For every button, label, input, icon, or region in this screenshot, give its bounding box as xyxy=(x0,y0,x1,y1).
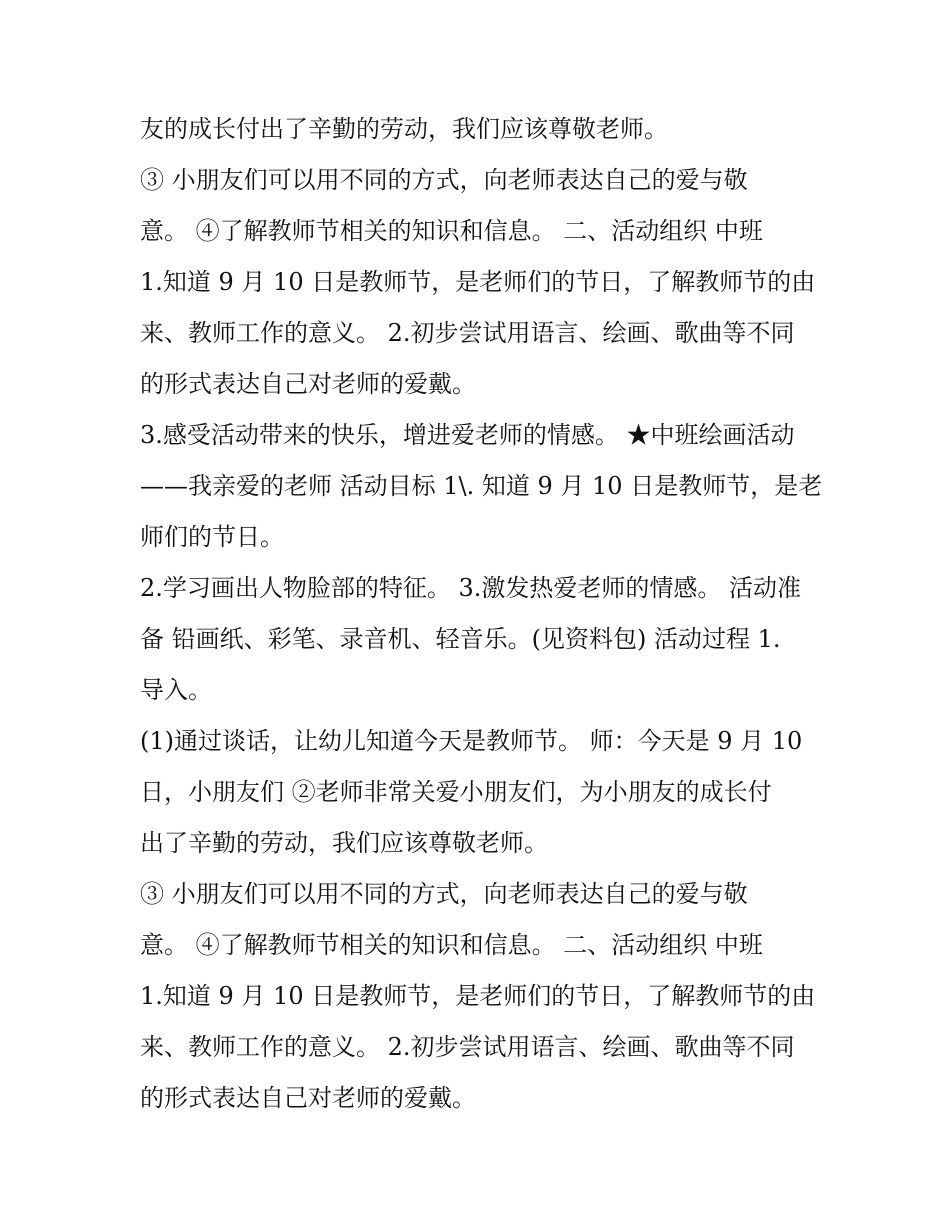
text-line: 2.学习画出人物脸部的特征。 3.激发热爱老师的情感。 活动准 xyxy=(140,574,802,602)
text-line: 3.感受活动带来的快乐，增进爱老师的情感。 ★中班绘画活动 xyxy=(140,421,795,449)
text-line: ——我亲爱的老师 活动目标 1\. 知道 9 月 10 日是教师节，是老 xyxy=(140,472,823,500)
text-line: 日，小朋友们 ②老师非常关爱小朋友们，为小朋友的成长付 xyxy=(140,778,772,806)
text-line: 友的成长付出了辛勤的劳动，我们应该尊敬老师。 xyxy=(140,115,668,143)
text-line: 来、教师工作的意义。 2.初步尝试用语言、绘画、歌曲等不同 xyxy=(140,1033,795,1061)
text-line: 1.知道 9 月 10 日是教师节，是老师们的节日，了解教师节的由 xyxy=(140,982,816,1010)
text-line: 备 铅画纸、彩笔、录音机、轻音乐。(见资料包) 活动过程 1. xyxy=(140,625,781,653)
text-line: 1.知道 9 月 10 日是教师节，是老师们的节日，了解教师节的由 xyxy=(140,268,816,296)
text-line: ③ 小朋友们可以用不同的方式，向老师表达自己的爱与敬 xyxy=(140,880,748,908)
text-line: 出了辛勤的劳动，我们应该尊敬老师。 xyxy=(140,829,548,857)
text-line: 来、教师工作的意义。 2.初步尝试用语言、绘画、歌曲等不同 xyxy=(140,319,795,347)
text-line: (1)通过谈话，让幼儿知道今天是教师节。 师：今天是 9 月 10 xyxy=(140,727,803,755)
text-line: 导入。 xyxy=(140,676,212,704)
text-line: 的形式表达自己对老师的爱戴。 xyxy=(140,370,476,398)
text-line: 师们的节日。 xyxy=(140,523,284,551)
text-line: ③ 小朋友们可以用不同的方式，向老师表达自己的爱与敬 xyxy=(140,166,748,194)
text-line: 意。 ④了解教师节相关的知识和信息。 二、活动组织 中班 xyxy=(140,217,763,245)
text-line: 意。 ④了解教师节相关的知识和信息。 二、活动组织 中班 xyxy=(140,931,763,959)
text-line: 的形式表达自己对老师的爱戴。 xyxy=(140,1084,476,1112)
document-body xyxy=(140,104,840,1124)
